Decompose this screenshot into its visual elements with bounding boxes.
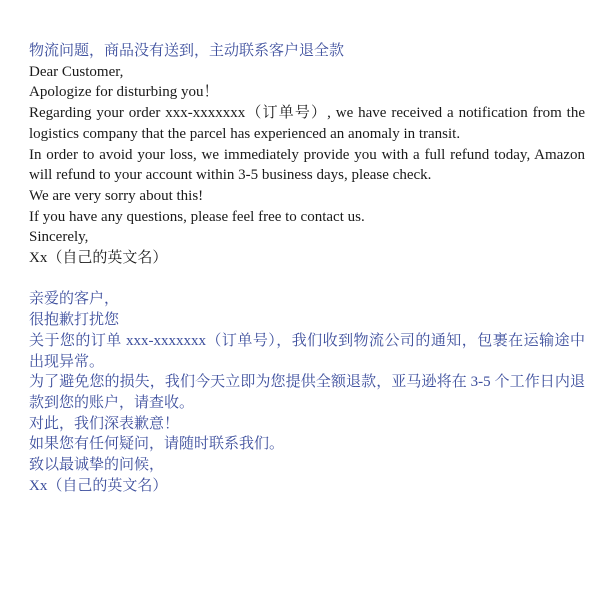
chinese-sorry-line: 对此，我们深表歉意！: [29, 415, 180, 432]
english-greeting: Dear Customer,: [29, 63, 124, 80]
english-closing: Sincerely,: [29, 229, 89, 246]
chinese-greeting: 亲爱的客户，: [29, 291, 120, 308]
english-order-paragraph: Regarding your order xxx-xxxxxxx（订单号）, we have received a notification from the logistics company that the parcel has experienced an anomaly in transit.: [29, 105, 589, 142]
chinese-refund-paragraph: 为了避免您的损失，我们今天立即为您提供全额退款，亚马逊将在 3-5 个工作日内退款到您的账户，请查收。: [29, 374, 585, 411]
chinese-apology: 很抱歉打扰您: [29, 312, 120, 329]
chinese-questions-line: 如果您有任何疑问，请随时联系我们。: [29, 436, 285, 453]
document-title: 物流问题，商品没有送到，主动联系客户退全款: [29, 43, 345, 59]
english-sorry-line: We are very sorry about this!: [29, 187, 204, 204]
chinese-signature: Xx（自己的英文名）: [29, 477, 168, 494]
english-apology: Apologize for disturbing you！: [29, 84, 219, 101]
english-letter: [29, 62, 589, 269]
section-spacer: [29, 269, 585, 290]
chinese-closing: 致以最诚挚的问候，: [29, 457, 165, 474]
letter-body: [29, 41, 589, 496]
chinese-letter: [29, 289, 585, 496]
english-signature: Xx（自己的英文名）: [29, 250, 168, 267]
english-refund-paragraph: In order to avoid your loss, we immediately provide you with a full refund today, Amazon will refund to your account within 3-5 business days, please check.: [29, 146, 589, 184]
english-questions-line: If you have any questions, please feel free to contact us.: [29, 208, 365, 225]
chinese-order-paragraph: 关于您的订单 xxx-xxxxxxx（订单号），我们收到物流公司的通知，包裹在运输途中出现异常。: [29, 332, 585, 370]
